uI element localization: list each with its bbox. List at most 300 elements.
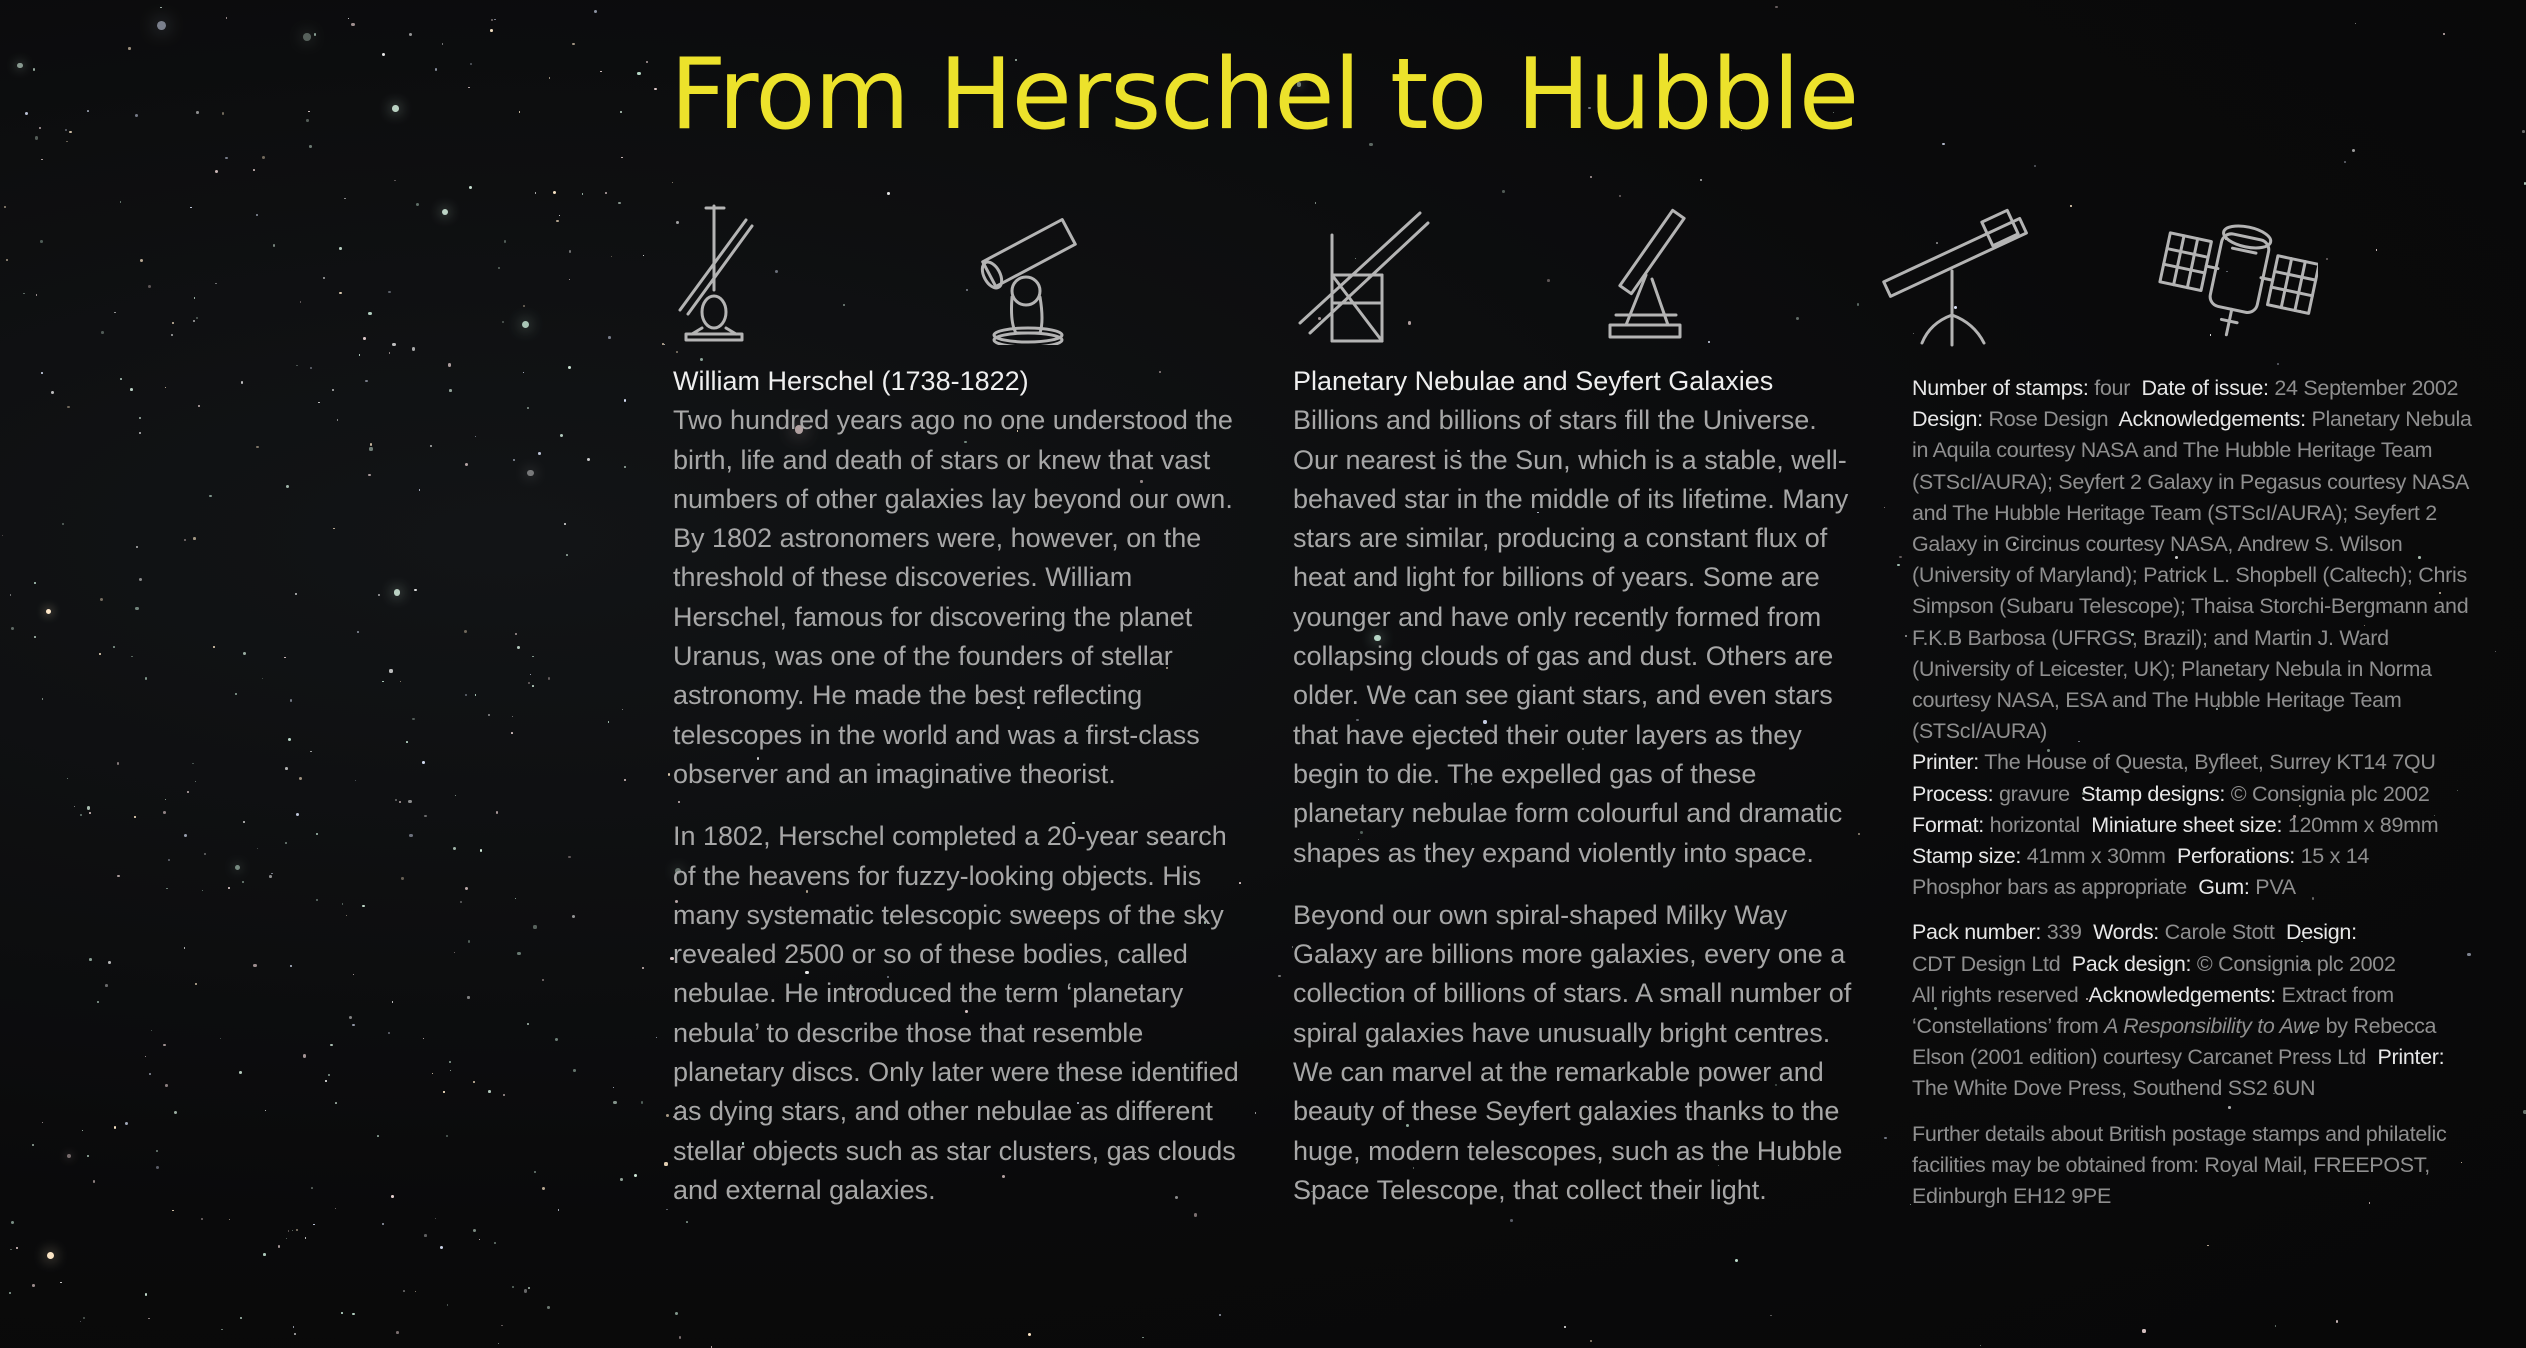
star xyxy=(300,301,302,303)
star xyxy=(242,881,244,883)
column-herschel xyxy=(673,362,1243,1210)
star xyxy=(465,463,468,466)
star xyxy=(455,795,456,796)
star xyxy=(415,1291,416,1292)
nebulae-paragraph-1: Billions and billions of stars fill the Universe. Our nearest is the Sun, which is a stable, well-behaved star in the middle of its lifetime. Many stars are similar, producing a constant flux of heat and light for billions of years. Some are younger and have only recently formed from collapsing clouds of gas and dust. Others are older. We can see giant stars, and even stars that have ejected their outer layers as they begin to die. The expelled gas of these planetary nebulae form colourful and dramatic shapes as they expand violently into space. xyxy=(1293,405,1849,868)
star xyxy=(512,1286,514,1288)
star xyxy=(194,297,196,299)
star xyxy=(114,312,116,314)
star xyxy=(388,1032,390,1034)
star xyxy=(34,636,36,638)
nebulae-paragraph-2: Beyond our own spiral-shaped Milky Way Galaxy are billions more galaxies, every one a collection of billions of stars. A small number of spiral galaxies have unusually bright centres. We can marvel at the remarkable power and beauty of these Seyfert galaxies thanks to the huge, modern telescopes, such as the Hubble Space Telescope, that collect their light. xyxy=(1293,899,1852,1205)
star xyxy=(666,1209,667,1210)
star xyxy=(556,220,558,222)
star xyxy=(80,814,82,816)
star xyxy=(1502,190,1505,193)
star xyxy=(62,523,64,525)
star xyxy=(17,63,22,68)
star xyxy=(498,267,500,269)
star xyxy=(547,1306,550,1309)
star xyxy=(1770,1315,1771,1316)
star xyxy=(2277,363,2280,366)
star xyxy=(328,1074,330,1076)
star xyxy=(32,1144,34,1146)
star xyxy=(2070,205,2073,208)
star xyxy=(676,351,678,353)
star xyxy=(1194,1213,1197,1216)
star xyxy=(392,105,399,112)
star xyxy=(392,343,395,346)
star xyxy=(47,1252,54,1259)
star xyxy=(213,646,215,648)
star xyxy=(422,761,425,764)
star xyxy=(192,763,194,765)
star xyxy=(306,119,309,122)
frame-telescope-icon xyxy=(1292,203,1432,345)
page-title: From Herschel to Hubble xyxy=(670,38,1859,152)
star xyxy=(352,1313,354,1315)
star xyxy=(325,1080,327,1082)
star xyxy=(559,215,560,216)
star xyxy=(1796,317,1799,320)
star xyxy=(394,180,396,182)
star xyxy=(209,495,212,498)
star xyxy=(296,813,299,816)
star xyxy=(473,1229,476,1232)
star xyxy=(446,1135,448,1137)
star xyxy=(666,1114,669,1117)
star xyxy=(349,1016,352,1019)
star xyxy=(368,312,371,315)
star xyxy=(641,1101,644,1104)
star xyxy=(548,677,550,679)
star xyxy=(572,915,575,918)
star xyxy=(465,694,467,696)
star xyxy=(285,767,288,770)
star xyxy=(290,965,292,967)
star xyxy=(285,842,287,844)
star xyxy=(642,967,644,969)
star xyxy=(419,489,421,491)
star xyxy=(569,250,572,253)
star xyxy=(257,848,258,849)
star xyxy=(294,1333,296,1335)
star xyxy=(442,43,443,44)
star xyxy=(352,1024,355,1027)
star xyxy=(412,718,415,721)
star xyxy=(503,1094,505,1096)
star xyxy=(117,875,120,878)
star xyxy=(465,887,468,890)
star xyxy=(256,446,259,449)
star xyxy=(165,387,166,388)
star xyxy=(39,127,41,129)
star xyxy=(174,1111,177,1114)
star xyxy=(89,812,91,814)
issue-details: Number of stamps: four Date of issue: 24 September 2002 Design: Rose Design Acknowledgements: Planetary Nebula in Aquila courtesy NASA and The Hubble Heritage Team (STScI/AURA); Seyfert 2 Galaxy in Pegasus courtesy NASA and The Hubble Heritage Team (STScI/AURA); Seyfert 2 Galaxy in Circinus courtesy NASA, Andrew S. Wilson (University of Maryland); Patrick L. Shopbell (Caltech); Chris Simpson (Subaru Telescope); Thaisa Storchi-Bergmann and F.K.B Barbosa (UFRGS, Brazil); and Martin J. Ward (University of Leicester, UK); Planetary Nebula in Norma courtesy NASA, ESA and The Hubble Heritage Team (STScI/AURA) Printer: The House of Questa, Byfleet, Surrey KT14 7QU Process: gravure Stamp designs: © Consignia plc 2002 Format: horizontal Miniature sheet size: 120mm x 89mm Stamp size: 41mm x 30mm Perforations: 15 x 14 Phosphor bars as appropriate Gum: PVA xyxy=(1912,376,2472,900)
star xyxy=(87,110,89,112)
herschel-paragraph-1: Two hundred years ago no one understood the birth, life and death of stars or knew that vast numbers of other galaxies lay beyond our own. By 1802 astronomers were, however, on the threshold of these discoveries. William Herschel, famous for discovering the planet Uranus, was one of the founders of stellar astronomy. He made the best reflecting telescopes in the world and was a first-class observer and an imaginative theorist. xyxy=(673,405,1233,789)
star xyxy=(323,277,324,278)
star xyxy=(308,111,309,112)
star xyxy=(568,366,571,369)
star xyxy=(523,372,524,373)
star xyxy=(517,952,520,955)
star xyxy=(100,598,103,601)
star xyxy=(135,114,138,117)
star xyxy=(253,169,255,171)
star xyxy=(494,19,495,20)
star xyxy=(700,358,703,361)
star xyxy=(145,677,147,679)
star xyxy=(105,984,108,987)
star xyxy=(435,1218,436,1219)
star xyxy=(605,192,607,194)
star xyxy=(370,443,373,446)
star xyxy=(498,1343,499,1344)
star xyxy=(341,1312,343,1314)
star xyxy=(568,856,571,859)
star xyxy=(587,458,590,461)
star xyxy=(473,1081,475,1083)
star xyxy=(2495,651,2496,652)
star xyxy=(564,523,566,525)
star xyxy=(41,159,42,160)
star xyxy=(67,1154,71,1158)
star xyxy=(549,77,551,79)
star xyxy=(542,979,544,981)
star xyxy=(46,609,51,614)
star xyxy=(157,21,166,30)
star xyxy=(139,432,141,434)
star xyxy=(136,546,138,548)
star xyxy=(262,156,265,159)
star xyxy=(662,343,664,345)
star xyxy=(172,1210,174,1212)
star xyxy=(33,68,36,71)
star xyxy=(89,958,92,961)
star xyxy=(1142,1337,1144,1339)
star xyxy=(966,289,968,291)
star xyxy=(113,646,115,648)
star xyxy=(624,466,627,469)
star xyxy=(1857,303,1859,305)
star xyxy=(25,112,28,115)
star xyxy=(156,1150,158,1152)
star xyxy=(184,834,187,837)
star xyxy=(288,738,291,741)
star xyxy=(4,206,6,208)
star xyxy=(399,801,401,803)
star xyxy=(215,170,218,173)
star xyxy=(114,1126,116,1128)
star xyxy=(535,192,536,193)
star xyxy=(569,279,570,280)
star xyxy=(406,741,408,743)
star xyxy=(504,240,506,242)
star xyxy=(99,653,102,656)
star xyxy=(1547,279,1550,282)
star xyxy=(664,1162,667,1165)
star xyxy=(1564,1326,1566,1328)
star xyxy=(263,1253,266,1256)
star xyxy=(391,1195,394,1198)
star xyxy=(195,983,197,985)
star xyxy=(496,811,498,813)
star xyxy=(235,865,240,870)
star xyxy=(148,285,151,288)
star xyxy=(491,19,493,21)
star xyxy=(423,1038,424,1039)
star xyxy=(558,1209,560,1211)
star xyxy=(450,1070,451,1071)
star xyxy=(664,344,665,345)
star xyxy=(453,847,456,850)
star xyxy=(512,716,513,717)
herschel-paragraph-2: In 1802, Herschel completed a 20-year search of the heavens for fuzzy-looking objects. His many systematic telescopic sweeps of the sky revealed 2500 or so of these bodies, called nebulae. He introduced the term ‘planetary nebula’ to describe those that resemble planetary discs. Only later were these identified as dying stars, and other nebulae as different stellar objects such as star clusters, gas clouds and external galaxies. xyxy=(673,821,1239,1205)
star xyxy=(265,1110,266,1111)
star xyxy=(1708,341,1710,343)
star xyxy=(532,685,534,687)
star xyxy=(613,1101,616,1104)
star xyxy=(51,391,54,394)
star xyxy=(1510,1219,1513,1222)
star xyxy=(675,1312,678,1315)
star xyxy=(519,111,520,112)
star xyxy=(468,940,471,943)
star xyxy=(2344,161,2346,163)
star xyxy=(353,974,354,975)
star xyxy=(333,528,335,530)
star xyxy=(23,293,25,295)
star xyxy=(624,779,626,781)
star xyxy=(66,141,68,143)
star xyxy=(11,627,14,630)
star xyxy=(480,849,482,851)
star xyxy=(582,193,583,194)
star xyxy=(35,136,38,139)
star xyxy=(284,657,285,658)
star xyxy=(1884,1137,1886,1139)
star xyxy=(140,259,143,262)
star xyxy=(10,594,11,595)
star xyxy=(686,1221,688,1223)
star xyxy=(318,402,319,403)
star xyxy=(395,799,397,801)
herschel-telescope-icon xyxy=(668,200,758,345)
star xyxy=(166,888,168,890)
star xyxy=(311,1187,313,1189)
star xyxy=(120,378,122,380)
star xyxy=(515,633,517,635)
star xyxy=(87,806,90,809)
star xyxy=(67,778,68,779)
star xyxy=(2376,249,2378,251)
star xyxy=(470,63,472,65)
star xyxy=(74,806,76,808)
star xyxy=(348,18,349,19)
star xyxy=(448,363,451,366)
star xyxy=(60,1282,61,1283)
star xyxy=(125,1122,128,1125)
star xyxy=(286,485,289,488)
star xyxy=(330,1044,332,1046)
star xyxy=(388,291,390,293)
star xyxy=(527,407,529,409)
star xyxy=(468,87,469,88)
star xyxy=(240,1317,242,1319)
star xyxy=(553,191,556,194)
star xyxy=(430,445,432,447)
star xyxy=(2142,1329,2145,1332)
star xyxy=(1905,635,1908,638)
star xyxy=(228,887,229,888)
star xyxy=(365,380,367,382)
star xyxy=(843,304,845,306)
star xyxy=(2522,130,2525,133)
star xyxy=(145,1056,146,1057)
star xyxy=(190,207,192,209)
star xyxy=(435,68,438,71)
star xyxy=(377,1135,379,1137)
star xyxy=(2034,165,2037,168)
star xyxy=(303,1054,306,1057)
star xyxy=(534,1171,536,1173)
star xyxy=(120,201,121,202)
star xyxy=(424,1234,427,1237)
star xyxy=(335,1102,337,1104)
star xyxy=(339,292,341,294)
star xyxy=(165,1084,168,1087)
star xyxy=(87,1155,89,1157)
star xyxy=(135,607,138,610)
star xyxy=(335,1208,336,1209)
star xyxy=(117,762,120,765)
star xyxy=(241,381,243,383)
star xyxy=(171,334,173,336)
star xyxy=(624,399,627,402)
star xyxy=(392,1001,394,1003)
star xyxy=(344,198,346,200)
star xyxy=(711,1346,713,1348)
star xyxy=(351,23,354,26)
star xyxy=(278,1245,280,1247)
star xyxy=(573,1069,576,1072)
star xyxy=(101,331,104,334)
star xyxy=(637,72,640,75)
star xyxy=(271,873,272,874)
star xyxy=(1775,6,1777,8)
star xyxy=(148,1318,150,1320)
star xyxy=(502,321,505,324)
star xyxy=(269,875,272,878)
star xyxy=(342,903,343,904)
star xyxy=(215,283,216,284)
star xyxy=(357,631,359,633)
star xyxy=(339,247,342,250)
star xyxy=(679,1336,682,1339)
star xyxy=(440,1246,443,1249)
star xyxy=(1590,1340,1592,1342)
star xyxy=(305,1237,307,1239)
star xyxy=(130,388,133,391)
star xyxy=(656,1037,657,1038)
star xyxy=(160,7,161,8)
star xyxy=(454,952,455,953)
star xyxy=(225,157,227,159)
nebulae-heading: Planetary Nebulae and Seyfert Galaxies xyxy=(1293,366,1774,396)
star xyxy=(295,593,296,594)
star xyxy=(1897,564,1899,566)
star xyxy=(613,1087,614,1088)
star xyxy=(292,1230,293,1231)
star xyxy=(139,417,142,420)
star xyxy=(620,111,623,114)
star xyxy=(1980,1345,1981,1346)
star xyxy=(1942,143,1945,146)
star xyxy=(243,821,245,823)
star xyxy=(187,791,189,793)
star xyxy=(134,816,135,817)
star xyxy=(163,811,166,814)
star xyxy=(1899,556,1901,558)
star xyxy=(243,652,246,655)
star xyxy=(10,1249,11,1250)
star xyxy=(296,1229,298,1231)
pack-details: Pack number: 339 Words: Carole Stott Design: CDT Design Ltd Pack design: © Consignia plc 2002 All rights reserved Acknowledgements: Extract from ‘Constellations’ from A Responsibility to Awe by Rebecca Elson (2001 edition) courtesy Carcanet Press Ltd Printer: The White Dove Press, Southend SS2 6UN xyxy=(1912,920,2445,1101)
star xyxy=(672,182,674,184)
star xyxy=(469,186,472,189)
star xyxy=(2336,1320,2339,1323)
star xyxy=(490,29,493,32)
star xyxy=(488,714,490,716)
star xyxy=(221,1329,222,1330)
star xyxy=(527,470,534,477)
star xyxy=(369,447,372,450)
star xyxy=(608,721,609,722)
star xyxy=(643,255,645,257)
star xyxy=(1700,179,1702,181)
hubble-space-telescope-icon xyxy=(2158,210,2318,350)
star xyxy=(442,209,448,215)
star xyxy=(80,1321,81,1322)
star xyxy=(149,1073,151,1075)
star xyxy=(524,1289,527,1292)
star xyxy=(184,947,185,948)
star xyxy=(41,372,43,374)
star xyxy=(196,111,199,114)
star xyxy=(303,33,311,41)
star xyxy=(2326,258,2328,260)
star xyxy=(2355,23,2356,24)
star xyxy=(528,1287,530,1289)
star xyxy=(488,1090,491,1093)
star xyxy=(555,1038,558,1041)
star xyxy=(290,699,292,701)
tripod-telescope-icon xyxy=(1876,205,2036,350)
star xyxy=(522,321,529,328)
star xyxy=(193,320,195,322)
star xyxy=(528,682,530,684)
star xyxy=(382,1223,384,1225)
star xyxy=(239,1071,242,1074)
star xyxy=(310,751,312,753)
star xyxy=(560,434,563,437)
star xyxy=(368,474,370,476)
star xyxy=(299,777,302,780)
star xyxy=(2207,1245,2209,1247)
star xyxy=(403,1290,405,1292)
